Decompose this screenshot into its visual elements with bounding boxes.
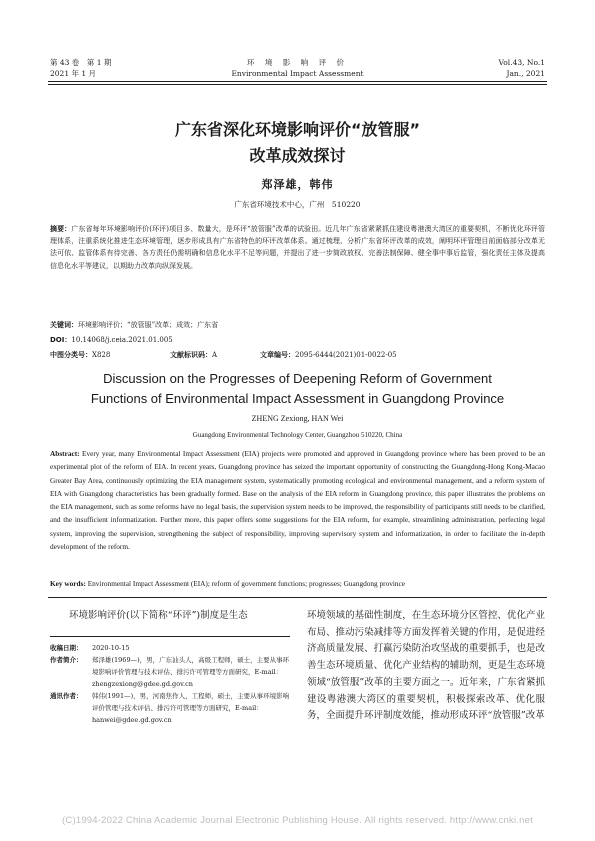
keywords-cn-label: 关键词： <box>50 321 78 329</box>
abstract-cn-text: 广东省每年环境影响评价(环评)项目多、数量大，是环评“放管服”改革的试验田。近几年广东省紧紧抓住建设粤港澳大湾区的重要契机，不断优化环评管理体系，注重系统化推进生态环境管理，逐步形成具有广东省特色的环评改革体系。通过梳理、分析广东省环评改革的成效，阐明环评管理目前面临部分改革无法可依、监管体系有待完善、各方责任仍需明确和信息化水平不足等问题，并提出了进一步简政放权、完善法制保障、健全事中事后监管，强化责任主体及提高信息化水平等建议，以期助力改革向纵深发展。 <box>50 225 546 270</box>
body-intro-left: 环境影响评价(以下简称“环评”)制度是生态 <box>69 610 248 621</box>
header-rule-thin <box>48 84 547 85</box>
author-bio-text: 郑泽雄(1969—)，男，广东汕头人，高级工程师，硕士，主要从事环境影响评价管理与技术评估、排污许可管理等方面研究，E-mail：zhengzexiong@gdee.gd.gov.cn <box>92 656 290 688</box>
article-no-value: 2095-6444(2021)01-0022-05 <box>295 351 397 359</box>
journal-volume-info-en <box>499 57 545 79</box>
authors-cn: 郑泽雄，韩伟 <box>261 178 334 191</box>
footnote-rule <box>50 636 290 637</box>
keywords-cn-text: 环境影响评价；“放管服”改革；成效；广东省 <box>78 321 219 329</box>
publication-date-en: Jan., 2021 <box>506 69 545 78</box>
abstract-en-text: Every year, many Environmental Impact Assessment (EIA) projects were promoted and approved in Guangdong province where has been proved to be an experimental plot of the reform of EIA. In recent years, Guangdong province has seized the important opportunity of constructing the Guangdong-Hong Kong-Macao Greater Bay Area, continuously optimizing the EIA management system, systematically promoting ecological and environmental management, and a reform system of EIA with Guangdong characteristics has been gradually formed. Base on the analysis of the EIA reform in Guangdong province, this paper illustrates the problems on the EIA management, such as some reforms have no legal basis, the supervision system needs to be improved, the responsibility of participants still needs to be clarified, and the insufficient informatization. Further more, this paper offers some suggestions for the EIA reform, for example, streamlining administration, perfecting legal system, improving the supervision, strengthening the subject of responsibility, improving supervisory system and informatization, in order to facilitate the in-depth development of the reform. <box>50 449 545 552</box>
author-bio-note <box>50 654 290 690</box>
received-value: 2020-10-15 <box>92 644 130 652</box>
received-date-note <box>50 642 290 654</box>
keywords-en-text: Environmental Impact Assessment (EIA); reform of government functions; progresses; Guangdong province <box>85 579 406 588</box>
received-label: 收稿日期： <box>50 644 83 652</box>
publication-date: 2021 年 1 月 <box>50 69 97 78</box>
author-bio-label: 作者简介： <box>50 656 83 664</box>
authors-en: ZHENG Zexiong, HAN Wei <box>251 414 344 423</box>
paper-title-en-line2: Functions of Environmental Impact Assessment in Guangdong Province <box>90 391 505 406</box>
paper-title-cn-line1: 广东省深化环境影响评价“放管服” <box>174 120 421 139</box>
corresponding-author-label: 通讯作者： <box>50 692 83 700</box>
abstract-cn-label: 摘要： <box>50 225 72 233</box>
affiliation-en: Guangdong Environmental Technology Center, Guangzhou 510220, China <box>192 431 403 439</box>
doi-label: DOI： <box>50 336 72 344</box>
classification-line <box>50 350 545 361</box>
volume-issue-en: Vol.43, No.1 <box>498 58 545 67</box>
doi-value[interactable]: 10.14068/j.ceia.2021.01.005 <box>71 336 173 344</box>
corresponding-author-note <box>50 690 290 726</box>
cnki-watermark: (C)1994-2022 China Academic Journal Electronic Publishing House. All rights reserved. http://www.cnki.net <box>62 815 533 826</box>
affiliation-cn: 广东省环境技术中心，广州 510220 <box>234 200 361 209</box>
clc-value: X828 <box>92 351 111 359</box>
journal-name-cn: 环 境 影 响 评 价 <box>247 58 348 67</box>
abstract-en <box>50 447 545 553</box>
article-no-label: 文章编号： <box>260 351 295 359</box>
section-divider <box>48 597 547 598</box>
abstract-cn <box>50 223 545 272</box>
paper-title-en-line1: Discussion on the Progresses of Deepening Reform of Government <box>103 371 492 386</box>
paper-title-cn-line2: 改革成效探讨 <box>249 146 346 165</box>
keywords-en <box>50 578 405 589</box>
footnotes <box>50 642 290 726</box>
volume-issue: 第 43 卷 第 1 期 <box>50 58 112 67</box>
header-rule <box>48 81 547 82</box>
keywords-cn <box>50 320 218 331</box>
doi <box>50 335 173 346</box>
abstract-en-label: Abstract: <box>50 449 80 458</box>
clc-label: 中图分类号： <box>50 351 92 359</box>
doc-code-label: 文献标识码： <box>170 351 212 359</box>
keywords-en-label: Key words: <box>50 579 86 588</box>
corresponding-author-text: 韩伟(1991—)，男，河南焦作人，工程师，硕士，主要从事环境影响评价管理与技术评估、排污许可管理等方面研究，E-mail：hanwei@gdee.gd.gov.cn <box>92 692 290 724</box>
doc-code-value: A <box>212 351 218 359</box>
body-text-right: 环境领域的基础性制度，在生态环境分区管控、优化产业布局、推动污染减排等方面发挥着关键的作用，是促进经济高质量发展、打赢污染防治攻坚战的重要抓手，也是改善生态环境质量、优化产业结构的辅助剂，更是生态环境领域“放管服”改革的主要方面之一。近年来，广东省紧抓建设粤港澳大湾区的重要契机，积极探索改革、优化服务，全面提升环评制度效能，推动形成环评“放管服”改革 <box>307 610 545 722</box>
journal-name-en: Environmental Impact Assessment <box>231 69 364 78</box>
